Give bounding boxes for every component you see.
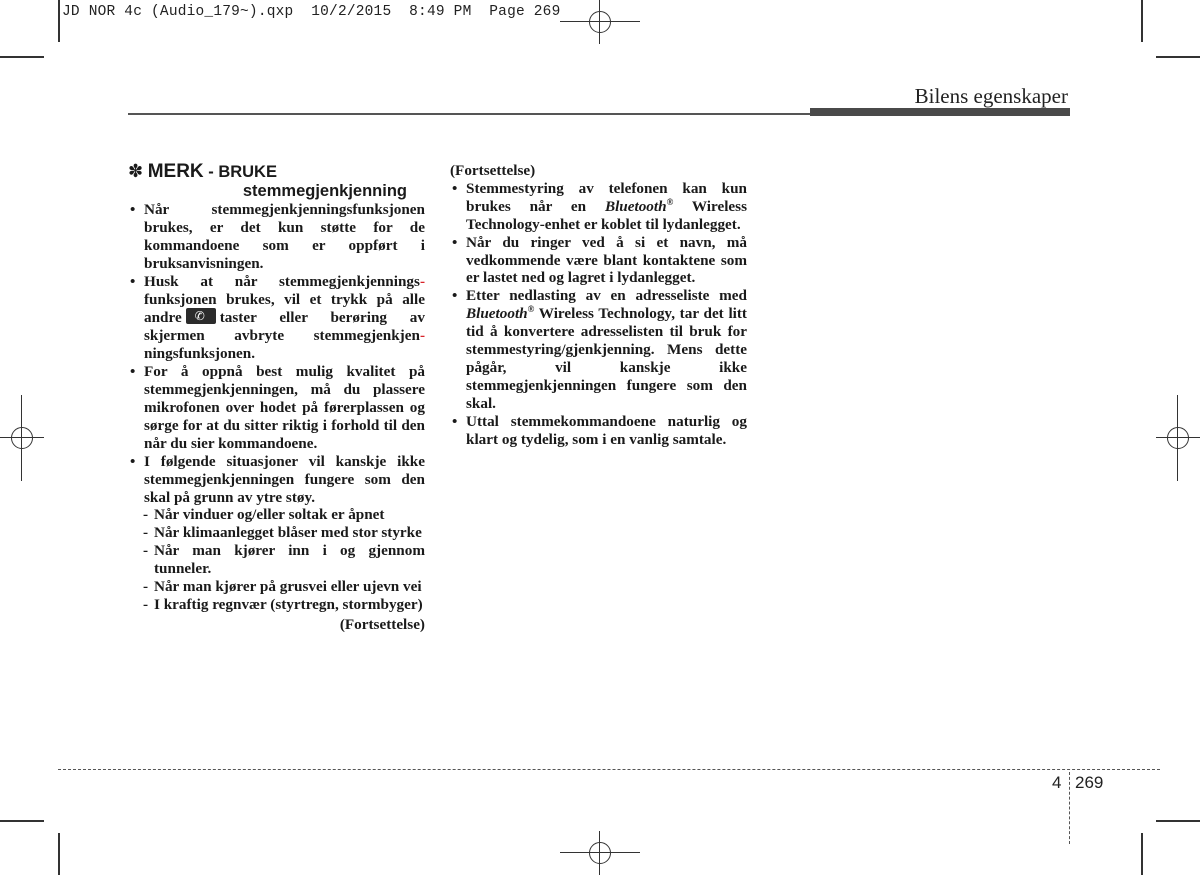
footer-divider [1069, 772, 1070, 844]
left-column [128, 162, 425, 634]
note-label: MERK [147, 161, 204, 182]
continued-from-label: (Fortsettelse) [450, 162, 536, 179]
note-title-word1: BRUKE [218, 163, 277, 181]
crop-mark [1141, 0, 1143, 42]
note-star-icon: ✽ [128, 161, 144, 182]
sub-list-item: - Når vinduer og/eller soltak er åpnet [128, 506, 425, 524]
crop-mark [1141, 833, 1143, 875]
list-item: • Etter nedlasting av en adresseliste med Bluetooth® Wireless Technology, tar det litt tid å konvertere adresselisten til bruk for stemmestyring/gjenkjenning. Mens dette pågår, vil kanskje ikke stemmegjenkjenningen fungere som den skal. [450, 287, 747, 412]
header-rule-bar [810, 108, 1070, 116]
continued-label: (Fortsettelse) [339, 615, 425, 633]
right-column [450, 162, 747, 449]
sub-list-item: - Når man kjører inn i og gjennom tunneler. [128, 542, 425, 578]
sub-list-item: - Når klimaanlegget blåser med stor styrke [128, 524, 425, 542]
list-item: • Når stemmegjenkjenningsfunksjonen brukes, er det kun støtte for de kommandoene som er oppført i bruksanvisningen. [128, 201, 425, 273]
crop-mark [58, 833, 60, 875]
header-rule [128, 113, 810, 115]
print-slug: JD NOR 4c (Audio_179~).qxp 10/2/2015 8:49 PM Page 269 [62, 4, 561, 20]
note-heading [128, 162, 425, 201]
list-item: • I følgende situasjoner vil kanskje ikke stemmegjenkjenningen fungere som den skal på grunn av ytre støy. [128, 453, 425, 507]
note-title-word2: stemmegjenkjenning [242, 182, 407, 200]
crop-mark [0, 56, 44, 58]
crop-mark [0, 820, 44, 822]
chapter-number: 4 [1052, 773, 1062, 792]
list-item: • For å oppnå best mulig kvalitet på stemmegjenkjenningen, må du plassere mikrofonen over hodet på førerplassen og sørge for at du sitter riktig i forhold til den når du sier kommandoene. [128, 363, 425, 453]
list-item: • Husk at når stemmegjenkjennings- funksjonen brukes, vil et trykk på alle andre ✆ taster eller berøring av skjermen avbryte stemmegjenkjen-ningsfunksjonen. [128, 273, 425, 364]
crop-mark [1156, 56, 1200, 58]
list-item: • Uttal stemmekommandoene naturlig og klart og tydelig, som i en vanlig samtale. [450, 413, 747, 449]
footer-rule [58, 769, 1160, 770]
note-separator: - [203, 163, 219, 181]
sub-list-item: - Når man kjører på grusvei eller ujevn vei [128, 578, 425, 596]
section-title: Bilens egenskaper [914, 84, 1068, 108]
list-item: • Stemmestyring av telefonen kan kun brukes når en Bluetooth® Wireless Technology-enhet er koblet til lydanlegget. [450, 180, 747, 234]
page-number: 269 [1075, 773, 1104, 792]
phone-hangup-icon: ✆ [186, 308, 216, 324]
list-item: • Når du ringer ved å si et navn, må vedkommende være blant kontaktene som er lastet ned og lagret i lydanlegget. [450, 234, 747, 288]
crop-mark [1156, 820, 1200, 822]
sub-list-item: - I kraftig regnvær (styrtregn, stormbyger) [128, 596, 425, 614]
crop-mark [58, 0, 60, 42]
